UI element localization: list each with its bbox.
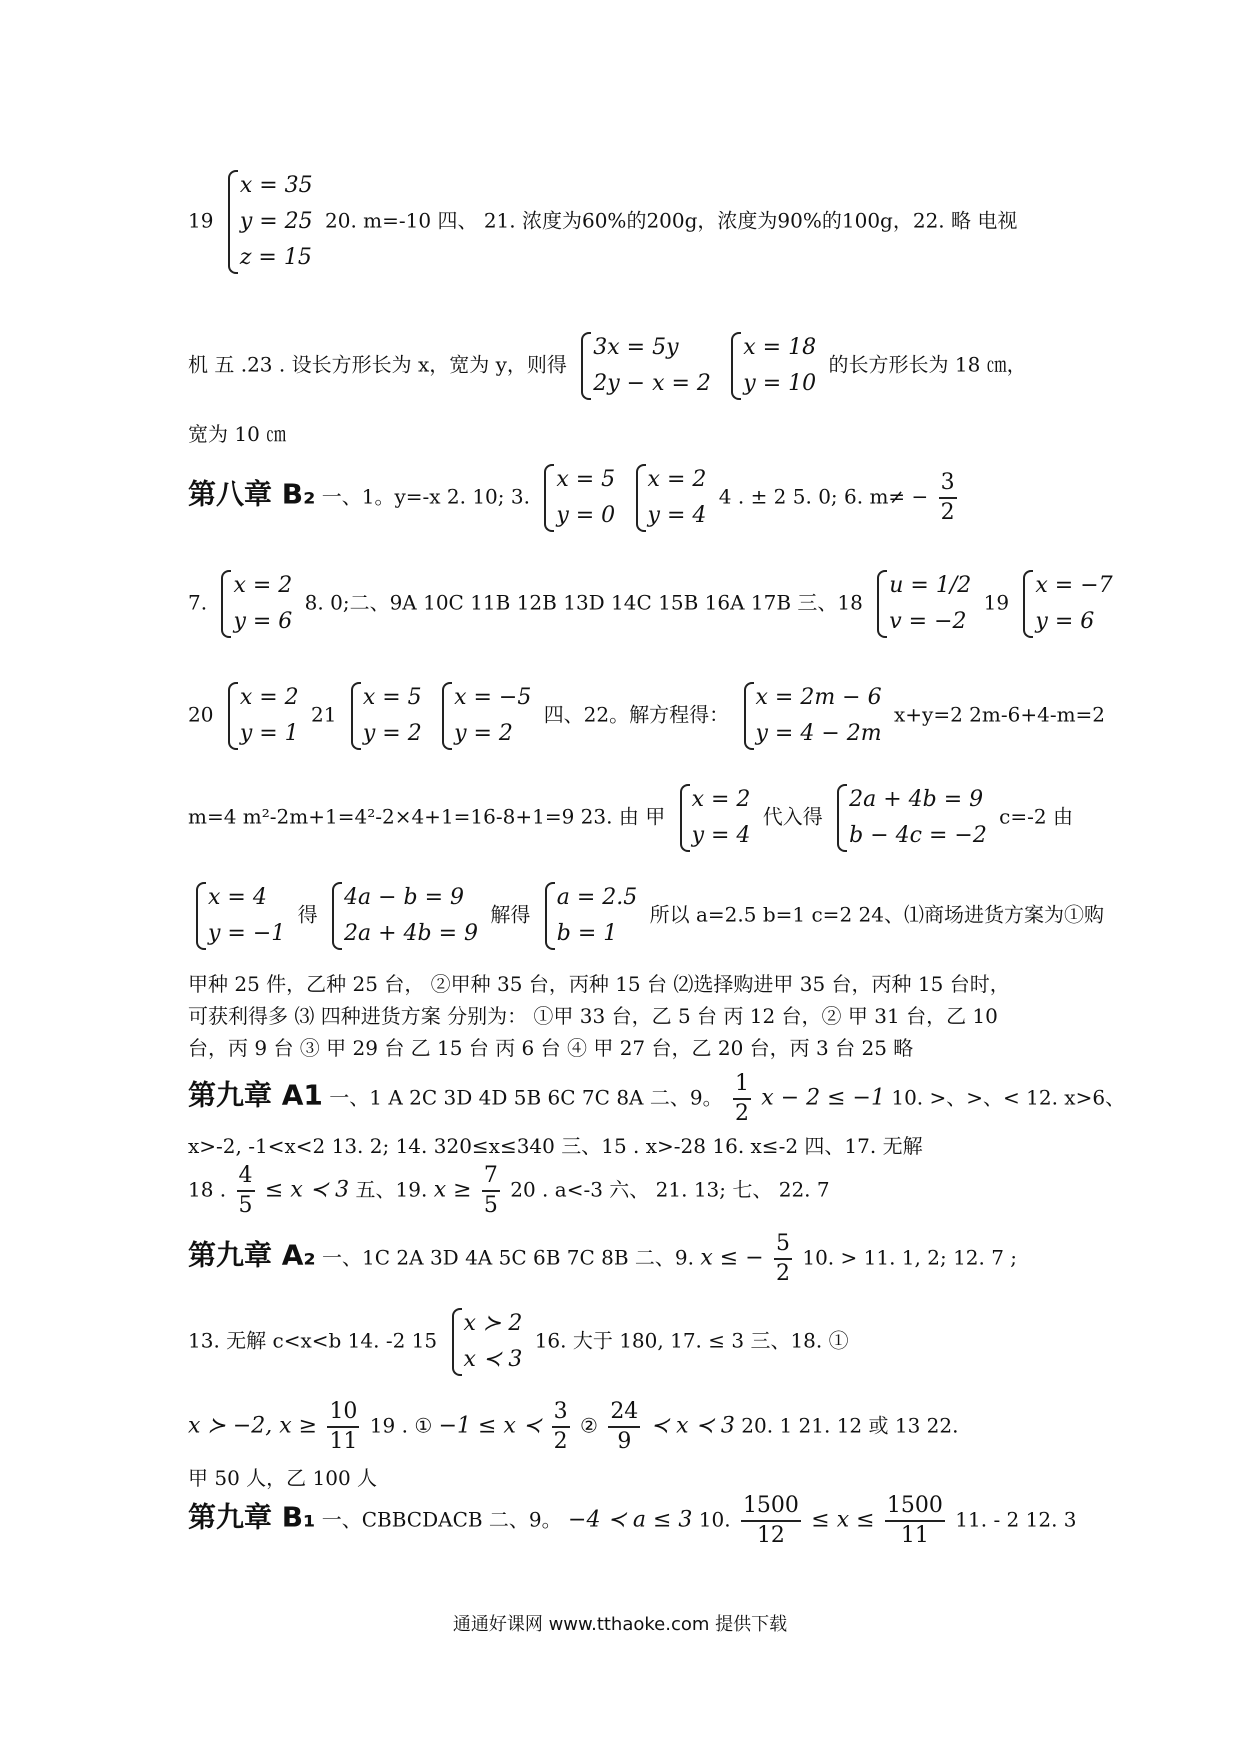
equation: y = 4	[647, 503, 707, 528]
equation: y = 6	[1035, 609, 1095, 634]
answer-text: 四、22。解方程得：	[543, 702, 730, 727]
math-expression: ≤ x ≺ 3	[264, 1177, 350, 1203]
equation-system	[875, 568, 971, 640]
answer-text: 得	[297, 902, 318, 927]
equation: y = 4 − 2m	[755, 721, 882, 746]
answer-line	[188, 1398, 958, 1456]
equation: y = 2	[362, 721, 422, 746]
equation-system	[194, 880, 285, 952]
equation-system	[678, 782, 751, 854]
denominator: 2	[734, 1101, 749, 1126]
answer-text: 一、1 A 2C 3D 4D 5B 6C 7C 8A 二、9。	[329, 1085, 723, 1110]
answer-text: 13. 无解 c<x<b 14. -2 15	[188, 1328, 438, 1353]
math-expression: x − 2 ≤ −1	[761, 1085, 885, 1111]
denominator: 2	[940, 500, 955, 525]
answer-text: 4 . ± 2 5. 0; 6. m≠ −	[718, 484, 929, 509]
answer-text: 台，丙 9 台 ③ 甲 29 台 乙 15 台 丙 6 台 ④ 甲 27 台，乙 20 台，丙 3 台 25 略	[188, 1036, 914, 1060]
answer-text: 一、1。y=-x 2. 10; 3.	[321, 484, 530, 509]
answer-text: ②	[580, 1413, 598, 1438]
answer-line	[188, 880, 1104, 952]
numerator: 24	[608, 1398, 640, 1428]
equation: x = 2m − 6	[755, 685, 882, 710]
fraction	[885, 1492, 945, 1550]
fraction	[741, 1492, 801, 1550]
answer-text: 11. - 2 12. 3	[955, 1507, 1077, 1532]
equation: x = 2	[691, 787, 751, 812]
equation: y = 4	[691, 823, 751, 848]
equation-system	[543, 880, 638, 952]
answer-text: 20. m=-10 四、 21. 浓度为60%的200g，浓度为90%的100g，22. 略 电视	[325, 208, 1018, 233]
numerator: 10	[327, 1398, 359, 1428]
answer-text: 20 . a<-3 六、 21. 13; 七、 22. 7	[510, 1177, 830, 1202]
equation: x ≻ 2	[463, 1311, 523, 1336]
math-expression: ≺ x ≺ 3	[650, 1413, 735, 1439]
answer-text: 一、1C 2A 3D 4A 5C 6B 7C 8B 二、9.	[322, 1245, 695, 1270]
numerator: 1500	[885, 1492, 945, 1522]
fraction	[939, 469, 957, 527]
question-number: 18 .	[188, 1177, 227, 1202]
footer-download-credit: 通通好课网 www.tthaoke.com 提供下载	[452, 1614, 788, 1635]
equation-system	[226, 680, 299, 752]
answer-text: 10.	[698, 1507, 731, 1532]
chapter-heading: 第八章 B₂	[188, 477, 316, 511]
chapter-heading: 第九章 A₂	[188, 1238, 316, 1272]
chapter-heading: 第九章 A1	[188, 1078, 323, 1112]
math-expression: x ≤ −	[700, 1245, 764, 1271]
fraction	[237, 1162, 255, 1220]
equation-system	[542, 462, 615, 534]
equation: y = 10	[743, 371, 817, 396]
numerator: 1500	[741, 1492, 801, 1522]
answer-text: 10. >、>、< 12. x>6、	[891, 1085, 1126, 1110]
equation: y = −1	[208, 921, 286, 946]
equation-system	[742, 680, 882, 752]
denominator: 5	[238, 1193, 253, 1218]
equation: x ≺ 3	[463, 1347, 523, 1372]
numerator: 5	[774, 1230, 792, 1260]
answer-text: 解得	[490, 902, 531, 927]
equation: 2a + 4b = 9	[849, 787, 984, 812]
fraction	[608, 1398, 640, 1456]
equation: x = 4	[208, 885, 267, 910]
equation-system	[226, 168, 313, 276]
math-expression: x ≻ −2, x ≥	[188, 1413, 318, 1439]
equation-system	[349, 680, 422, 752]
equation: y = 2	[454, 721, 513, 746]
denominator: 5	[483, 1193, 498, 1218]
equation: 3x = 5y	[593, 335, 679, 360]
numerator: 1	[733, 1070, 751, 1100]
equation-system	[579, 330, 711, 402]
answer-text: x+y=2 2m-6+4-m=2	[893, 702, 1106, 727]
equation: y = 1	[239, 721, 299, 746]
equation: 2y − x = 2	[593, 371, 711, 396]
answer-line	[188, 168, 1017, 276]
answer-line	[188, 1130, 923, 1159]
equation: b = 1	[556, 921, 618, 946]
answer-text: 甲 50 人，乙 100 人	[188, 1466, 378, 1490]
math-expression: −1 ≤ x ≺	[438, 1413, 542, 1439]
equation-system	[450, 1306, 523, 1378]
question-number: 19	[983, 590, 1010, 615]
answer-line	[188, 1070, 1125, 1128]
answer-text: 8. 0;二、9A 10C 11B 12B 13D 14C 15B 16A 17B 三、18	[304, 590, 863, 615]
answer-text: 16. 大于 180, 17. ≤ 3 三、18. ①	[534, 1328, 849, 1353]
answer-line	[188, 462, 961, 534]
equation: v = −2	[889, 609, 967, 634]
denominator: 11	[900, 1523, 929, 1548]
equation: b − 4c = −2	[849, 823, 987, 848]
equation-system	[729, 330, 816, 402]
equation: 2a + 4b = 9	[344, 921, 479, 946]
answer-text: 机 五 .23 . 设长方形长为 x，宽为 y，则得	[188, 352, 567, 377]
answer-line	[188, 418, 286, 447]
answer-line	[188, 1230, 1017, 1288]
fraction	[774, 1230, 792, 1288]
answer-text: 20. 1 21. 12 或 13 22.	[741, 1413, 959, 1438]
answer-line	[188, 1306, 849, 1378]
equation: x = 35	[239, 173, 313, 198]
equation: x = 2	[233, 573, 293, 598]
equation-system	[440, 680, 531, 752]
fraction	[733, 1070, 751, 1128]
answer-line	[188, 1162, 830, 1220]
equation: y = 25	[239, 209, 313, 234]
equation: y = 0	[556, 503, 616, 528]
chapter-heading: 第九章 B₁	[188, 1500, 316, 1534]
equation: z = 15	[239, 245, 312, 270]
numerator: 3	[939, 469, 957, 499]
answer-text: c=-2 由	[999, 804, 1073, 829]
equation-system	[330, 880, 478, 952]
equation-system	[634, 462, 707, 534]
denominator: 2	[553, 1429, 568, 1454]
answer-text: 五、19.	[355, 1177, 428, 1202]
math-expression: ≤ x ≤	[811, 1507, 875, 1533]
numerator: 3	[552, 1398, 570, 1428]
equation: x = 5	[556, 467, 616, 492]
answer-text: x>-2, -1<x<2 13. 2; 14. 320≤x≤340 三、15 . x>-28 16. x≤-2 四、17. 无解	[188, 1134, 923, 1158]
denominator: 11	[329, 1429, 358, 1454]
denominator: 9	[617, 1429, 632, 1454]
answer-text: 所以 a=2.5 b=1 c=2 24、⑴商场进货方案为①购	[649, 902, 1104, 927]
answer-line	[188, 1000, 998, 1029]
question-number: 19	[188, 208, 214, 233]
answer-text: 10. > 11. 1, 2; 12. 7 ;	[802, 1245, 1018, 1270]
numerator: 7	[482, 1162, 500, 1192]
equation: x = −7	[1035, 573, 1113, 598]
answer-line	[188, 968, 1010, 997]
answer-text: 宽为 10 ㎝	[188, 422, 287, 446]
answer-text: 一、CBBCDACB 二、9。	[321, 1507, 562, 1532]
equation: 4a − b = 9	[344, 885, 465, 910]
equation: x = 5	[362, 685, 422, 710]
equation: y = 6	[233, 609, 293, 634]
answer-line	[188, 568, 1119, 640]
equation: x = 18	[743, 335, 817, 360]
fraction	[482, 1162, 500, 1220]
fraction	[327, 1398, 359, 1456]
equation: x = 2	[647, 467, 707, 492]
answer-text: 甲种 25 件，乙种 25 台， ②甲种 35 台，丙种 15 台 ⑵选择购进甲 35 台，丙种 15 台时，	[188, 972, 1010, 996]
numerator: 4	[237, 1162, 255, 1192]
answer-text: 的长方形长为 18 ㎝，	[828, 352, 1027, 377]
equation-system	[1021, 568, 1112, 640]
math-expression: −4 ≺ a ≤ 3	[568, 1507, 693, 1533]
answer-line	[188, 782, 1073, 854]
answer-line	[188, 330, 1027, 402]
question-number: 20	[188, 702, 214, 727]
answer-text: 可获利得多 ⑶ 四种进货方案 分别为： ①甲 33 台，乙 5 台 丙 12 台，② 甲 31 台，乙 10	[188, 1004, 998, 1028]
equation: x = 2	[239, 685, 299, 710]
equation: u = 1/2	[889, 573, 972, 598]
denominator: 2	[776, 1261, 790, 1286]
answer-line	[188, 680, 1105, 752]
question-number: 7.	[188, 590, 208, 615]
answer-text: 代入得	[762, 804, 823, 829]
math-expression: x ≥	[433, 1177, 472, 1203]
answer-line	[188, 1032, 913, 1061]
question-number: 21	[311, 702, 337, 727]
denominator: 12	[756, 1523, 785, 1548]
answer-line	[188, 1462, 377, 1491]
answer-text: 19 . ①	[369, 1413, 433, 1438]
equation: x = −5	[454, 685, 532, 710]
equation: a = 2.5	[556, 885, 638, 910]
fraction	[552, 1398, 570, 1456]
answer-text: m=4 m²-2m+1=4²-2×4+1=16-8+1=9 23. 由 甲	[188, 804, 666, 829]
equation-system	[835, 782, 987, 854]
equation-system	[219, 568, 292, 640]
answer-line	[188, 1492, 1077, 1550]
